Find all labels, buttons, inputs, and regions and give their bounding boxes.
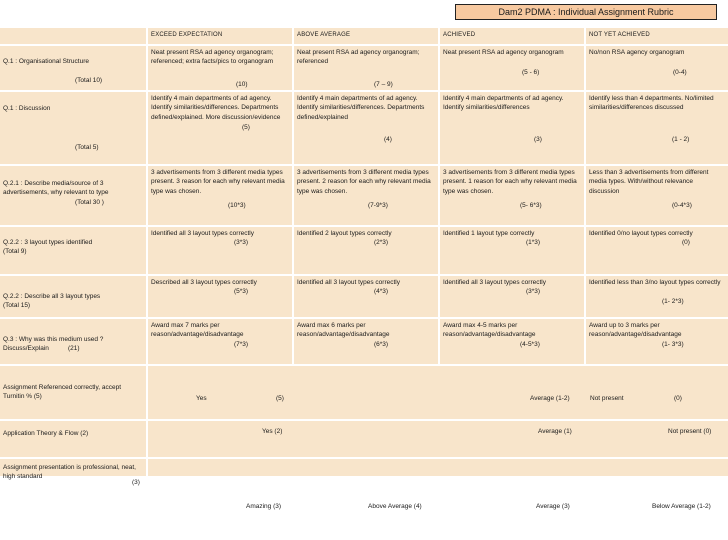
rubric-cell [586, 92, 728, 164]
cell-text: Identified all 3 layout types correctly [151, 230, 254, 237]
cell-text: Identify 4 main departments of ad agency. Identify similarities/differences. Departments defined/explained [297, 95, 425, 121]
cell-mark: (10) [236, 81, 248, 88]
criterion-label: Q.1 : Organisational Structure [3, 58, 89, 65]
cell-mark: (1- 2*3) [662, 298, 684, 305]
cell-text: Neat present RSA ad agency organogram [443, 49, 564, 56]
criterion-total: (Total 15) [3, 302, 31, 310]
rubric-title: Dam2 PDMA : Individual Assignment Rubric [455, 4, 717, 20]
criterion-total: (Total 5) [75, 144, 99, 152]
cell-mark: (5 - 6) [522, 69, 540, 76]
cell-mark: (4) [384, 136, 392, 143]
corner-cell [0, 28, 146, 44]
rubric-cell [440, 92, 584, 164]
rubric-table [0, 28, 720, 540]
level-average: Average (3) [536, 503, 570, 510]
cell-mark: (3*3) [526, 288, 541, 295]
cell-mark: (7*3) [234, 341, 249, 348]
level-average: Average (1-2) [530, 395, 570, 402]
cell-text: Identify less than 4 departments. No/limited similarities/differences discussed [589, 95, 714, 112]
row-label-q2-2-identified [0, 227, 146, 274]
cell-text: Identify 4 main departments of ad agency. Identify similarities/differences [443, 95, 564, 112]
header-above-average: ABOVE AVERAGE [294, 28, 438, 44]
cell-mark: (1 - 2) [672, 136, 690, 143]
cell-text: Described all 3 layout types correctly [151, 279, 257, 286]
cell-mark: (0-4) [673, 69, 687, 76]
row-label-q2-1 [0, 166, 146, 225]
rubric-cell [294, 46, 438, 90]
cell-text: 3 advertisements from 3 different media types present. 1 reason for each why relevant media type was chosen. [443, 169, 577, 195]
cell-text: Less than 3 advertisements from different media types. With/without relevance discussion [589, 169, 709, 195]
cell-text: Award up to 3 marks per reason/advantage/disadvantage [589, 322, 682, 339]
level-not-present-mark: (0) [674, 395, 682, 402]
rubric-cell [148, 166, 292, 225]
header-achieved: ACHIEVED [440, 28, 584, 44]
criterion-label: Q.2.2 : Describe all 3 layout types [3, 293, 101, 300]
criterion-label: Application Theory & Flow (2) [3, 430, 89, 437]
cell-mark: (0) [682, 239, 690, 246]
row-label-q1-discussion [0, 92, 146, 164]
rubric-cell [586, 319, 728, 364]
rubric-cell [440, 319, 584, 364]
rubric-cell [440, 46, 584, 90]
cell-mark: (10*3) [228, 202, 246, 209]
cell-mark: (4*3) [374, 288, 389, 295]
rubric-cell [294, 166, 438, 225]
cell-text: Neat present RSA ad agency organogram; referenced; extra facts/pics to organogram [151, 49, 274, 66]
cell-mark: (5*3) [234, 288, 249, 295]
cell-text: Neat present RSA ad agency organogram; referenced [297, 49, 420, 66]
criterion-total: (Total 9) [3, 248, 27, 256]
header-exceed: EXCEED EXPECTATION [148, 28, 292, 44]
cell-mark: (3) [534, 136, 542, 143]
row-label-q2-2-describe [0, 276, 146, 317]
rubric-cell [148, 319, 292, 364]
level-above-average: Above Average (4) [368, 503, 422, 510]
cell-text: Identified all 3 layout types correctly [297, 279, 400, 286]
rubric-cell [586, 46, 728, 90]
rubric-cell [586, 227, 728, 274]
cell-text: Identify 4 main departments of ad agency. Identify similarities/differences. Departments defined/explained. More discussion/evidence [151, 95, 281, 121]
cell-text: No/non RSA agency organogram [589, 49, 685, 56]
rubric-cell [440, 166, 584, 225]
rubric-cell [586, 166, 728, 225]
criterion-label: Q.1 : Discussion [3, 105, 51, 112]
cell-text: 3 advertisements from 3 different media types present. 3 reason for each why relevant media type was chosen. [151, 169, 285, 195]
criterion-total: (3) [132, 479, 140, 486]
cell-mark: (7-9*3) [368, 202, 388, 209]
rubric-cell [440, 227, 584, 274]
level-amazing: Amazing (3) [246, 503, 282, 510]
criterion-label: Q.2.1 : Describe media/source of 3 advertisements, why relevant to type [3, 180, 109, 197]
criterion-total: (21) [68, 345, 80, 352]
cell-text: Identified 0/no layout types correctly [589, 230, 693, 237]
rubric-cell [586, 276, 728, 317]
presentation-scale [148, 459, 728, 510]
level-below-average: Below Average (1-2) [652, 503, 711, 510]
criterion-label: Q.2.2 : 3 layout types identified [3, 239, 93, 246]
cell-text: Identified 2 layout types correctly [297, 230, 392, 237]
level-average: Average (1) [538, 428, 572, 435]
cell-text: Award max 4-5 marks per reason/advantage/disadvantage [443, 322, 536, 339]
row-label-q3 [0, 319, 146, 364]
rubric-cell [148, 227, 292, 274]
criterion-total: (Total 30 ) [75, 198, 104, 206]
cell-text: Identified 1 layout type correctly [443, 230, 535, 237]
level-yes: Yes (2) [262, 428, 283, 435]
rubric-cell [294, 319, 438, 364]
cell-mark: (0-4*3) [672, 202, 692, 209]
row-label-theory [0, 421, 146, 457]
rubric-cell [294, 92, 438, 164]
row-label-presentation [0, 459, 146, 486]
rubric-cell [294, 276, 438, 317]
rubric-cell [148, 92, 292, 164]
header-not-yet: NOT YET ACHIEVED [586, 28, 728, 44]
theory-scale [148, 421, 728, 457]
rubric-cell [148, 276, 292, 317]
row-label-q1-structure [0, 46, 146, 90]
cell-text: Identified all 3 layout types correctly [443, 279, 546, 286]
cell-mark: (5- 6*3) [520, 202, 542, 209]
rubric-cell [440, 276, 584, 317]
cell-text: Award max 6 marks per reason/advantage/disadvantage [297, 322, 390, 339]
row-label-referenced [0, 366, 146, 419]
cell-text: Award max 7 marks per reason/advantage/disadvantage [151, 322, 244, 339]
cell-mark: (2*3) [374, 239, 389, 246]
rubric-cell [148, 46, 292, 90]
cell-mark: (3*3) [234, 239, 249, 246]
level-yes: Yes [196, 395, 207, 402]
cell-text: Identified less than 3/no layout types correctly [589, 279, 721, 286]
criterion-label: Assignment Referenced correctly, accept Turnitin % (5) [3, 384, 122, 401]
cell-mark: (7 – 9) [374, 81, 393, 88]
level-yes-mark: (5) [276, 395, 284, 402]
cell-text: 3 advertisements from 3 different media types present. 2 reason for each why relevant media type was chosen. [297, 169, 431, 195]
referenced-scale [148, 366, 728, 419]
cell-mark: (1*3) [526, 239, 541, 246]
criterion-label: Q.3 : Why was this medium used ? Discuss/Explain [3, 336, 104, 353]
level-not-present: Not present [590, 395, 624, 402]
rubric-cell [294, 227, 438, 274]
criterion-total: (Total 10) [75, 77, 103, 85]
cell-mark: (1- 3*3) [662, 341, 684, 348]
level-not-present: Not present (0) [668, 428, 712, 435]
cell-mark: (5) [242, 124, 250, 131]
cell-mark: (6*3) [374, 341, 389, 348]
criterion-label: Assignment presentation is professional, neat, high standard [3, 464, 136, 481]
cell-mark: (4-5*3) [520, 341, 540, 348]
